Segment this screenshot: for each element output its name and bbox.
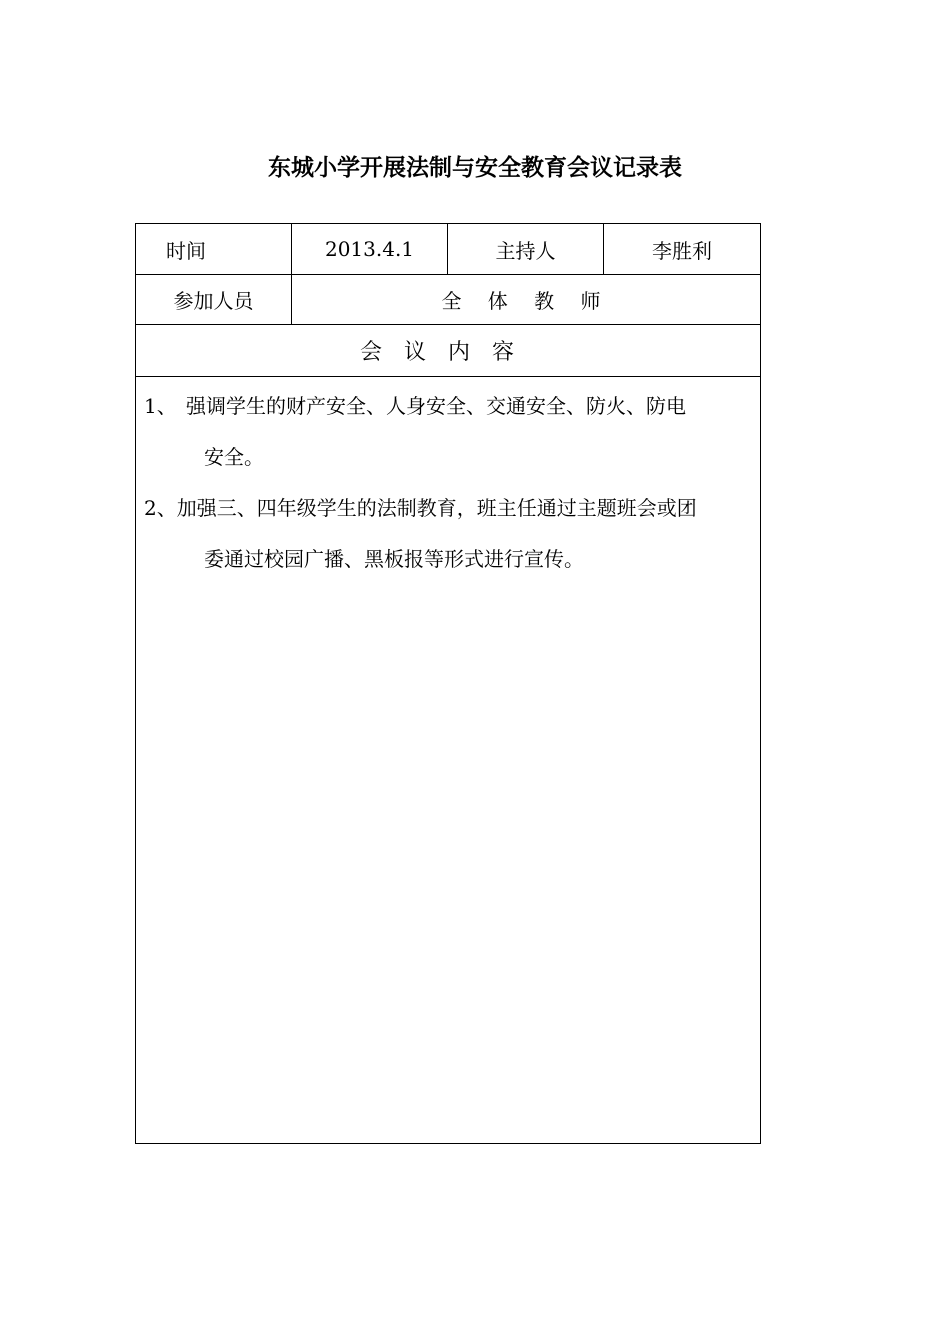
attendees-label: 参加人员: [136, 275, 292, 325]
item-number: 2、: [144, 496, 177, 520]
item-text-line2: 安全。: [204, 445, 264, 469]
attendees-row: [136, 275, 761, 325]
item-text-line1: 强调学生的财产安全、人身安全、交通安全、防火、防电: [186, 394, 686, 418]
host-value: 李胜利: [604, 224, 761, 275]
host-label: 主持人: [448, 224, 604, 275]
content-row: [136, 377, 761, 1144]
meeting-content: [136, 377, 761, 1144]
time-label: 时间: [136, 224, 292, 275]
item-number: 1、: [144, 394, 177, 418]
item-first-line: [144, 483, 754, 534]
section-title-row: [136, 325, 761, 377]
list-item: [144, 483, 754, 585]
time-value: 2013.4.1: [292, 224, 448, 275]
attendees-value: 全 体 教 师: [292, 275, 761, 325]
section-title: 会议内容: [136, 325, 761, 377]
document-title: 东城小学开展法制与安全教育会议记录表: [268, 155, 682, 181]
item-first-line: [144, 381, 754, 432]
header-row: [136, 224, 761, 275]
item-text-line1: 加强三、四年级学生的法制教育，班主任通过主题班会或团: [176, 496, 697, 520]
item-text-line2: 委通过校园广播、黑板报等形式进行宣传。: [204, 547, 584, 571]
meeting-record-table: [135, 223, 761, 1144]
list-item: [144, 381, 754, 483]
